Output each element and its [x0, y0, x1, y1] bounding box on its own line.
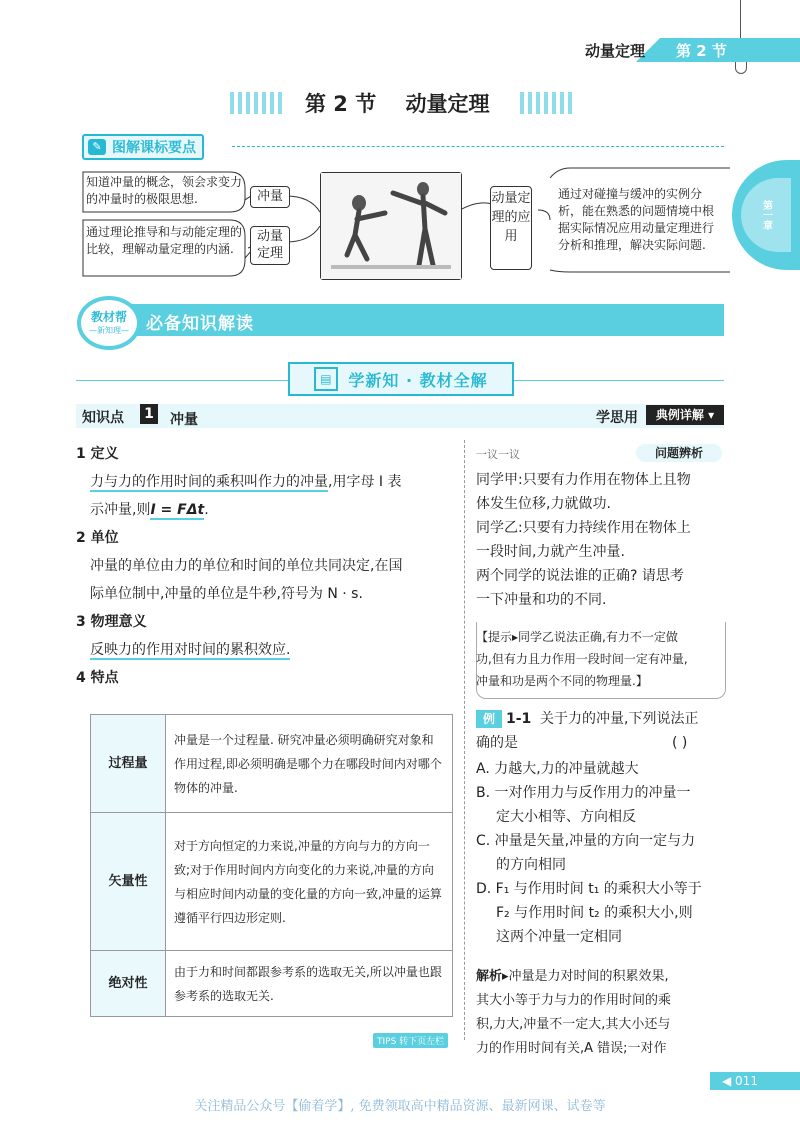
discussion-text [476, 468, 726, 612]
kp-number: 1 [140, 404, 158, 424]
discussion-line: 同学甲:只要有力作用在物体上且物 [476, 472, 691, 488]
hint-line: 【提示▸同学乙说法正确,有力不一定做 [476, 630, 678, 644]
unit-para [76, 552, 460, 608]
discussion-line: 一下冲量和功的不同. [476, 592, 607, 608]
option-b: B. 一对作用力与反作用力的冲量一 [476, 785, 691, 801]
definition-cont2: 示冲量,则 [90, 502, 151, 518]
table-value: 冲量是一个过程量. 研究冲量必须明确研究对象和作用过程,即必须明确是哪个力在哪段时间内对哪个物体的冲量. [166, 715, 453, 813]
page-number: ◀ 011 [710, 1072, 800, 1090]
heading-features: 4 特点 [76, 670, 119, 686]
unit-line-1: 冲量的单位由力的单位和时间的单位共同决定,在国 [90, 558, 403, 574]
analysis-line: 力的作用时间有关,A 错误;一对作 [476, 1041, 667, 1056]
definition-text: 力与力的作用时间的乘积叫作力的冲量 [90, 474, 328, 490]
discussion-line: 两个同学的说法谁的正确? 请思考 [476, 568, 684, 584]
gymnasts-illustration [321, 173, 461, 279]
meaning-text: 反映力的作用对时间的累积效应. [90, 642, 291, 658]
heading-definition: 1 定义 [76, 446, 119, 462]
definition-cont: ,用字母 I 表 [328, 474, 402, 490]
analysis-line: 其大小等于力与力的作用时间的乘 [476, 993, 672, 1008]
header-section-tag: 第 2 节 [676, 42, 727, 60]
option-c-cont: 的方向相同 [496, 857, 566, 873]
option-c: C. 冲量是矢量,冲量的方向一定与力 [476, 833, 696, 849]
discussion-line: 体发生位移,力就做功. [476, 496, 611, 512]
table-value: 由于力和时间都跟参考系的选取无关,所以冲量也跟参考系的选取无关. [166, 951, 453, 1017]
page-title [305, 88, 489, 118]
subbanner-text: 学新知 · 教材全解 [348, 370, 488, 390]
heading-rule [232, 146, 724, 147]
analysis-label: 解析▸ [476, 969, 509, 984]
definition-end: . [204, 502, 209, 518]
option-b-cont: 定大小相等、方向相反 [496, 809, 636, 825]
diagram-heading [82, 134, 204, 160]
meaning-para [76, 636, 460, 664]
kp-title: 冲量 [170, 412, 198, 428]
example-question: 关于力的冲量,下列说法正 [540, 711, 699, 727]
badge-jiaocaibang [77, 296, 141, 350]
example-number: 1-1 [506, 711, 532, 727]
subbanner [288, 362, 514, 396]
option-d-cont: F₂ 与作用时间 t₂ 的乘积大小,则 [496, 905, 693, 921]
pencil-icon: ✎ [88, 139, 106, 155]
left-column [76, 440, 460, 692]
heading-meaning: 3 物理意义 [76, 614, 147, 630]
unit-line-2: 际单位制中,冲量的单位是牛秒,符号为 N · s. [90, 586, 363, 602]
table-row [91, 951, 453, 1017]
table-key: 矢量性 [91, 813, 166, 951]
gymnasts-photo [320, 172, 462, 280]
analysis [476, 965, 726, 1061]
note-application: 通过对碰撞与缓冲的实例分析，能在熟悉的问题情境中根据实际情况应用动量定理进行分析和推理，解决实际问题. [558, 187, 715, 252]
title-stripes-left [230, 92, 282, 114]
table-row [91, 715, 453, 813]
hint-text [476, 626, 726, 692]
analysis-line: 冲量是力对时间的积累效果, [508, 969, 669, 984]
option-a: A. 力越大,力的冲量就越大 [476, 761, 639, 777]
example-question-cont: 确的是 [476, 735, 518, 751]
badge-subtitle: —新知理— [89, 326, 129, 335]
column-divider [464, 440, 465, 1040]
discussion-line: 一段时间,力就产生冲量. [476, 544, 625, 560]
hint-line: 功,但有力且力作用一段时间一定有冲量, [476, 652, 688, 666]
banner-text: 必备知识解读 [146, 314, 254, 334]
diagram-heading-text: 图解课标要点 [112, 140, 196, 156]
box-theorem: 动量定理 [250, 226, 290, 265]
option-d-cont2: 这两个冲量一定相同 [496, 929, 622, 945]
kp-right-label: 学思用 [596, 410, 638, 426]
table-key: 绝对性 [91, 951, 166, 1017]
note-theorem: 通过理论推导和与动能定理的比较，理解动量定理的内涵. [86, 225, 243, 256]
header-chapter-name: 动量定理 [585, 42, 646, 60]
options [476, 757, 726, 949]
title-section: 第 2 节 [305, 92, 377, 116]
heading-unit: 2 单位 [76, 530, 119, 546]
title-name: 动量定理 [405, 92, 490, 116]
title-stripes-right [520, 92, 572, 114]
chapter-side-label: 第一章 [741, 178, 791, 252]
discussion-line: 同学乙:只要有力持续作用在物体上 [476, 520, 691, 536]
kp-label: 知识点 [82, 410, 124, 426]
analysis-line: 积,力大,冲量不一定大,其大小还与 [476, 1017, 671, 1032]
discussion-label: 一议一议 [476, 448, 520, 461]
notebook-icon: ▤ [314, 367, 338, 391]
answer-blank: ( ) [672, 735, 688, 751]
table-row [91, 813, 453, 951]
table-value: 对于方向恒定的力来说,冲量的方向与力的方向一致;对于作用时间内方向变化的力来说,冲量的方向与相应时间内动量的变化量的方向一致,冲量的运算遵循平行四边形定则. [166, 813, 453, 951]
badge-title: 教材帮 [90, 310, 127, 324]
box-impulse: 冲量 [250, 186, 290, 208]
table-key: 过程量 [91, 715, 166, 813]
note-impulse: 知道冲量的概念，领会求变力的冲量时的极限思想. [86, 175, 243, 206]
features-table [90, 714, 453, 1017]
footer-watermark: 关注精品公众号【偷着学】, 免费领取高中精品资源、最新网课、试卷等 [194, 1099, 606, 1114]
tips-next-page: TIPS 转下页左栏 [373, 1033, 448, 1048]
kp-right-tag: 典例详解 ▾ [646, 405, 724, 425]
problem-analysis-tag: 问题辨析 [636, 444, 722, 462]
box-application: 动量定理的应用 [490, 186, 532, 270]
impulse-formula: I = FΔt [150, 502, 205, 518]
definition-para [76, 468, 460, 524]
example-tag: 例 [476, 710, 502, 728]
option-d: D. F₁ 与作用时间 t₁ 的乘积大小等于 [476, 881, 702, 897]
hint-line: 冲量和功是两个不同的物理量.】 [476, 674, 648, 688]
